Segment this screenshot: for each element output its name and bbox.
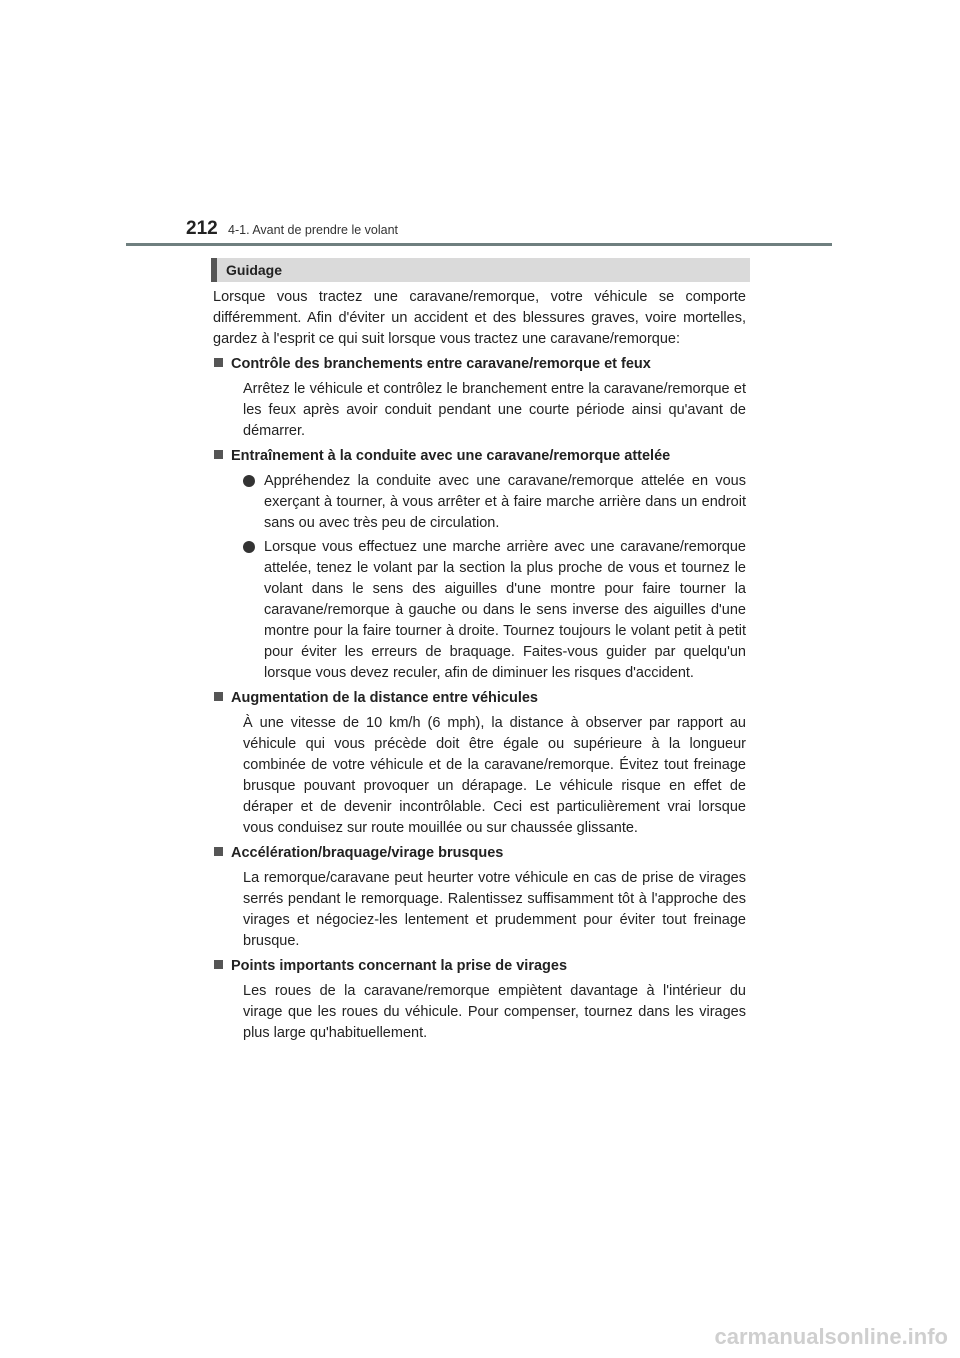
- page-content: [213, 287, 746, 1044]
- square-bullet-icon: [214, 960, 223, 969]
- page-header: [186, 218, 398, 240]
- list-item: Appréhendez la conduite avec une caravane/remorque attelée en vous exerçant à tourner, à vous arrêter et à faire marche arrière dans un endroit sans ou avec très peu de circulation.: [243, 471, 746, 534]
- header-divider: [126, 243, 832, 246]
- subsection-title: Entraînement à la conduite avec une caravane/remorque attelée: [213, 446, 746, 467]
- square-bullet-icon: [214, 847, 223, 856]
- round-bullet-icon: [243, 541, 255, 553]
- square-bullet-icon: [214, 450, 223, 459]
- subsection-body: Les roues de la caravane/remorque empiètent davantage à l'intérieur du virage que les roues du véhicule. Pour compenser, tournez dans les virages plus large qu'habituellement.: [243, 983, 746, 1041]
- square-bullet-icon: [214, 358, 223, 367]
- square-bullet-icon: [214, 692, 223, 701]
- watermark: carmanualsonline.info: [714, 1324, 948, 1349]
- bullet-list: [243, 471, 746, 684]
- section-title: Guidage: [226, 262, 283, 278]
- chapter-title: 4-1. Avant de prendre le volant: [228, 223, 399, 237]
- subsection-title: Augmentation de la distance entre véhicules: [213, 688, 746, 709]
- section-header: [211, 258, 750, 282]
- round-bullet-icon: [243, 475, 255, 487]
- subsection-title: Points importants concernant la prise de virages: [213, 956, 746, 977]
- subsection-title: Accélération/braquage/virage brusques: [213, 843, 746, 864]
- subsection-body: Arrêtez le véhicule et contrôlez le branchement entre la caravane/remorque et les feux après avoir conduit pendant une courte période ainsi qu'avant de démarrer.: [243, 381, 746, 439]
- subsection-body: La remorque/caravane peut heurter votre véhicule en cas de prise de virages serrés pendant le remorquage. Ralentissez suffisamment tôt à l'approche des virages et négociez-les lentement et prudemment pour éviter tout freinage brusque.: [243, 870, 746, 949]
- intro-paragraph: Lorsque vous tractez une caravane/remorque, votre véhicule se comporte différemment. Afin d'éviter un accident et des blessures graves, voire mortelles, gardez à l'esprit ce qui suit lorsque vous tractez une caravane/remorque:: [213, 289, 746, 347]
- subsection-body: À une vitesse de 10 km/h (6 mph), la distance à observer par rapport au véhicule qui vous précède doit être égale ou supérieure à la longueur combinée de votre véhicule et de la caravane/remorque. Évitez tout freinage brusque pouvant provoquer un dérapage. Le véhicule risque en effet de déraper et de devenir incontrôlable. Ceci est particulièrement vrai lorsque vous conduisez sur route mouillée ou sur chaussée glissante.: [243, 715, 746, 836]
- subsection-title: Contrôle des branchements entre caravane/remorque et feux: [213, 354, 746, 375]
- list-item: Lorsque vous effectuez une marche arrière avec une caravane/remorque attelée, tenez le volant par la section la plus proche de vous et tournez le volant dans le sens des aiguilles d'une montre pour faire tourner la caravane/remorque à gauche ou dans le sens inverse des aiguilles d'une montre pour la faire tourner à droite. Tournez toujours le volant petit à petit pour éviter les erreurs de braquage. Faites-vous guider par quelqu'un lorsque vous devez reculer, afin de diminuer les risques d'accident.: [243, 537, 746, 684]
- page-number: 212: [186, 218, 218, 239]
